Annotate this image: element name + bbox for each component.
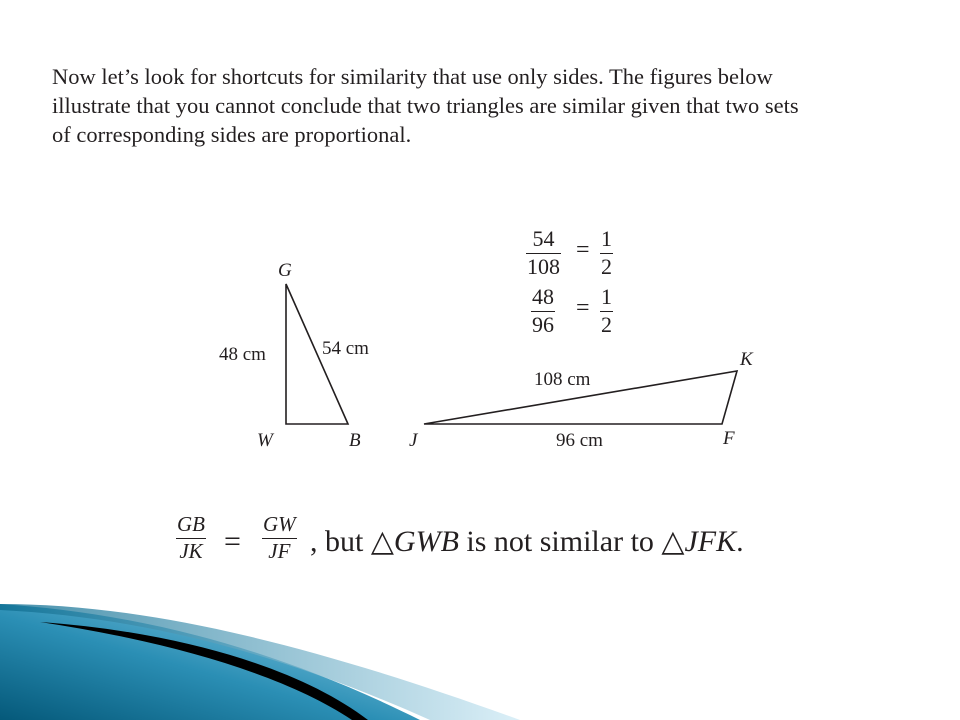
ratio-1-equals: = — [576, 237, 590, 263]
ratio-1-numerator: 54 — [532, 226, 555, 251]
ratio-1-result-denominator: 2 — [601, 254, 612, 279]
vertex-k-label: K — [740, 349, 753, 370]
intro-line-3: of corresponding sides are proportional. — [52, 122, 412, 147]
triangle-gwb-name: GWB — [393, 525, 459, 558]
ratio-2-result-denominator: 2 — [601, 312, 612, 337]
frac-gw-numerator: GW — [263, 512, 296, 536]
frac-gb-numerator: GB — [177, 512, 205, 536]
comma-but-text: , but — [310, 525, 371, 558]
vertex-b-label: B — [349, 430, 361, 451]
frac-jk-denominator: JK — [179, 539, 203, 563]
intro-line-2: illustrate that you cannot conclude that two triangles are similar given that two sets — [52, 93, 799, 118]
vertex-f-label: F — [723, 428, 735, 449]
intro-line-1: Now let’s look for shortcuts for similarity that use only sides. The figures below — [52, 64, 773, 89]
triangle-symbol-1: △ — [370, 525, 394, 558]
triangle-jfk-name: JFK — [684, 525, 737, 558]
ratio-1-denominator: 108 — [527, 254, 560, 279]
triangle-symbol-2: △ — [661, 525, 685, 558]
ratio-2-numerator: 48 — [532, 284, 554, 309]
not-similar-text: is not similar to — [458, 525, 662, 558]
vertex-g-label: G — [278, 260, 292, 281]
side-gb-label: 54 cm — [322, 338, 369, 359]
ratio-2-result-numerator: 1 — [601, 284, 612, 309]
side-jf-label: 96 cm — [556, 430, 603, 451]
ratio-2-equals: = — [576, 295, 590, 321]
period-text: . — [736, 525, 744, 558]
conclusion-equals: = — [224, 525, 241, 558]
side-gw-label: 48 cm — [219, 344, 266, 365]
ratio-1-result-numerator: 1 — [601, 226, 612, 251]
wave-blue-shape — [0, 604, 420, 720]
vertex-w-label: W — [257, 430, 273, 451]
vertex-j-label: J — [409, 430, 418, 451]
side-jk-label: 108 cm — [534, 369, 591, 390]
frac-jf-denominator: JF — [268, 539, 291, 563]
ratio-2-denominator: 96 — [532, 312, 554, 337]
